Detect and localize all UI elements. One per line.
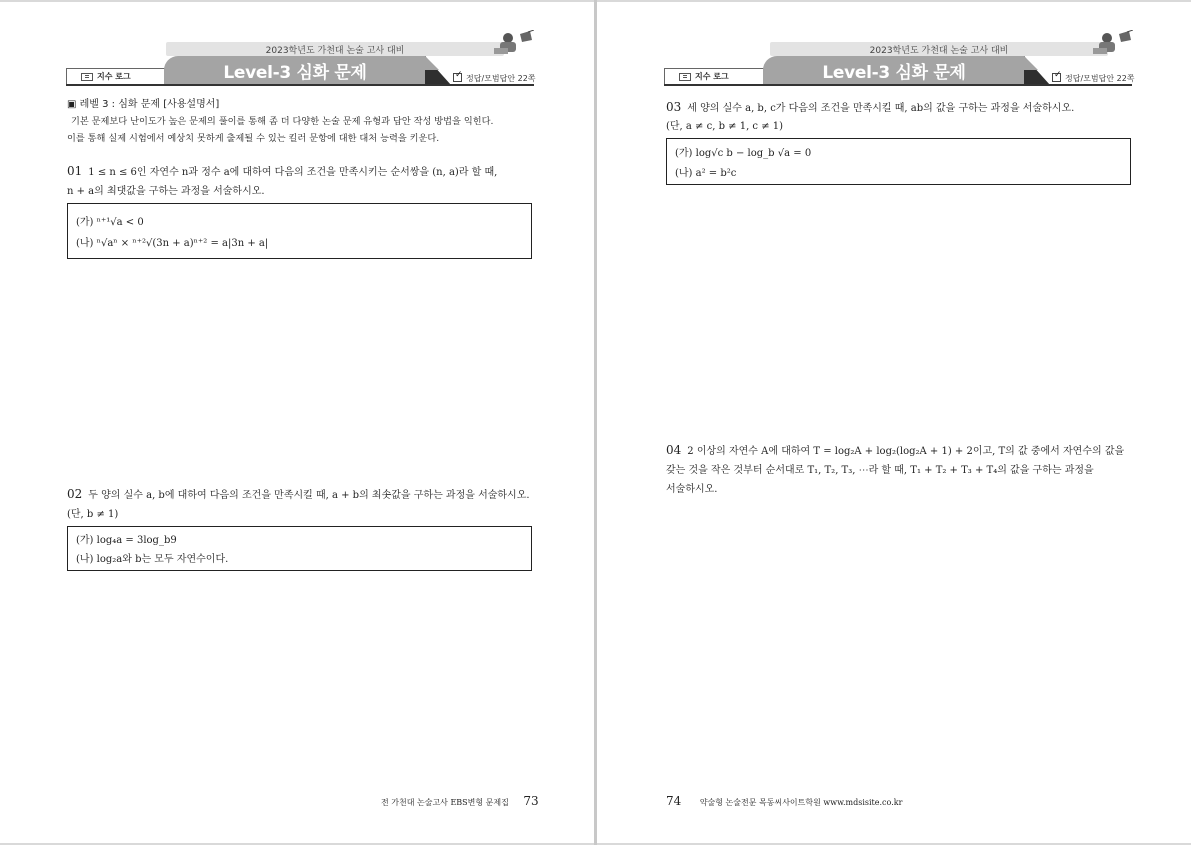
condition-a: (가) log√c b − log_b √a = 0 bbox=[675, 148, 812, 159]
footer-text: 약술형 논술전문 목동씨사이트학원 www.mdsisite.co.kr bbox=[699, 798, 903, 807]
intro-title: ▣ 레벨 3 : 심화 문제 [사용설명서] bbox=[67, 99, 220, 110]
question-03-line-2: (단, a ≠ c, b ≠ 1, c ≠ 1) bbox=[666, 121, 784, 132]
question-01-line-1: 1 ≤ n ≤ 6인 자연수 n과 정수 a에 대하여 다음의 조건을 만족시키는 순서쌍을 (n, a)라 할 때, bbox=[88, 167, 498, 178]
header-rule bbox=[66, 84, 534, 86]
header-rule bbox=[664, 84, 1132, 86]
question-04-line-3: 서술하시오. bbox=[666, 484, 718, 495]
question-04 bbox=[666, 442, 1124, 460]
question-04-line-2: 갖는 것을 작은 것부터 순서대로 T₁, T₂, T₃, ⋯라 할 때, T₁ + T₂ + T₃ + T₄의 값을 구하는 과정을 bbox=[666, 465, 1094, 476]
question-01 bbox=[67, 163, 497, 181]
book-icon bbox=[81, 73, 93, 81]
question-number: 01 bbox=[67, 164, 83, 178]
condition-b: (나) log₂a와 b는 모두 자연수이다. bbox=[76, 554, 229, 565]
condition-box-03 bbox=[666, 138, 1131, 185]
page-header bbox=[0, 2, 594, 92]
question-02-line-2: (단, b ≠ 1) bbox=[67, 509, 119, 520]
question-03-line-1: 세 양의 실수 a, b, c가 다음의 조건을 만족시킬 때, ab의 값을 구하는 과정을 서술하시오. bbox=[687, 103, 1075, 114]
question-02 bbox=[67, 486, 530, 504]
intro-body bbox=[67, 113, 532, 147]
page-number: 74 bbox=[666, 794, 682, 808]
answer-reference-text: 정답/모범답안 22쪽 bbox=[1065, 74, 1135, 83]
question-04-line-1: 2 이상의 자연수 A에 대하여 T = log₂A + log₂(log₂A + 1) + 2이고, T의 값 중에서 자연수의 값을 bbox=[687, 446, 1125, 457]
level-banner-title: Level-3 심화 문제 bbox=[223, 63, 367, 83]
banner-wedge bbox=[425, 56, 451, 85]
footer bbox=[666, 794, 902, 808]
answer-reference-text: 정답/모범답안 22쪽 bbox=[466, 74, 536, 83]
student-illustration-icon bbox=[1089, 30, 1133, 58]
condition-box-01 bbox=[67, 203, 532, 259]
condition-a: (가) ⁿ⁺¹√a < 0 bbox=[76, 217, 144, 228]
question-01-line-2: n + a의 최댓값을 구하는 과정을 서술하시오. bbox=[67, 186, 265, 197]
answer-reference bbox=[453, 72, 536, 84]
footer-text: 전 가천대 논술고사 EBS변형 문제집 bbox=[381, 798, 509, 807]
condition-b: (나) a² = b²c bbox=[675, 168, 737, 179]
page-number: 73 bbox=[523, 794, 539, 808]
chapter-tab-label: 지수 로그 bbox=[97, 72, 131, 81]
checkbox-icon bbox=[453, 73, 462, 82]
page-header bbox=[597, 2, 1191, 92]
checkbox-icon bbox=[1052, 73, 1061, 82]
condition-box-02 bbox=[67, 526, 532, 571]
footer bbox=[381, 794, 539, 808]
chapter-tab-label: 지수 로그 bbox=[695, 72, 729, 81]
question-number: 04 bbox=[666, 443, 682, 457]
page-left bbox=[0, 2, 594, 843]
intro-line-2: 이를 통해 실제 시험에서 예상치 못하게 출제될 수 있는 킬러 문항에 대한 대처 능력을 키운다. bbox=[67, 133, 440, 144]
question-03 bbox=[666, 99, 1074, 117]
header-subtitle: 2023학년도 가천대 논술 고사 대비 bbox=[265, 46, 405, 56]
header-subtitle: 2023학년도 가천대 논술 고사 대비 bbox=[869, 46, 1009, 56]
student-illustration-icon bbox=[490, 30, 534, 58]
chapter-tab bbox=[664, 68, 770, 85]
level-banner-title: Level-3 심화 문제 bbox=[822, 63, 966, 83]
condition-a: (가) log₄a = 3log_b9 bbox=[76, 535, 177, 546]
page-right bbox=[597, 2, 1191, 843]
question-number: 03 bbox=[666, 100, 682, 114]
book-icon bbox=[679, 73, 691, 81]
intro-line-1: 기본 문제보다 난이도가 높은 문제의 풀이를 통해 좀 더 다양한 논술 문제 유형과 답안 작성 방법을 익힌다. bbox=[71, 116, 494, 127]
banner-wedge bbox=[1024, 56, 1050, 85]
answer-reference bbox=[1052, 72, 1135, 84]
question-02-line-1: 두 양의 실수 a, b에 대하여 다음의 조건을 만족시킬 때, a + b의 최솟값을 구하는 과정을 서술하시오. bbox=[88, 490, 530, 501]
condition-b: (나) ⁿ√aⁿ × ⁿ⁺²√(3n + a)ⁿ⁺² = a|3n + a| bbox=[76, 238, 269, 249]
chapter-tab bbox=[66, 68, 172, 85]
question-number: 02 bbox=[67, 487, 83, 501]
